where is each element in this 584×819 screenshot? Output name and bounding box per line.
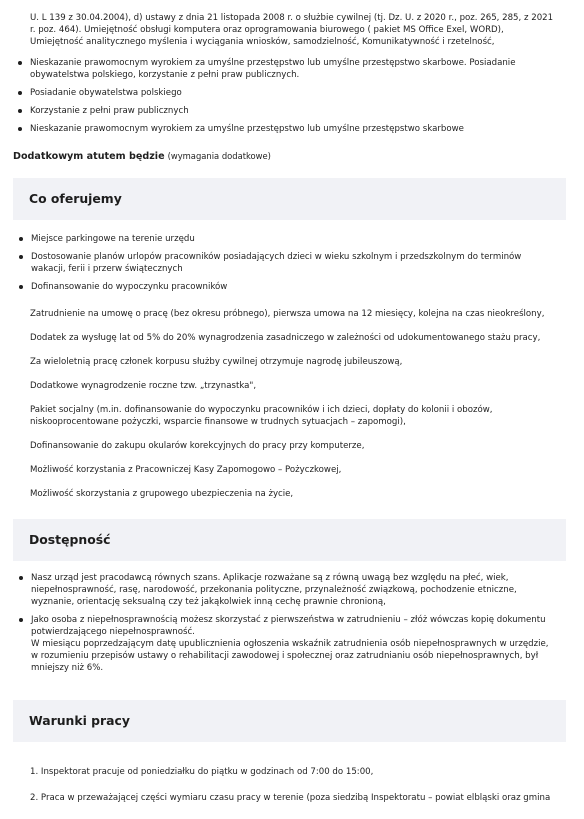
- conditions-list-continued: [30, 792, 570, 804]
- section-title: Co oferujemy: [29, 191, 122, 206]
- availability-section-header: [13, 519, 566, 561]
- list-item: Nieskazanie prawomocnym wyrokiem za umyślne przestępstwo lub umyślne przestępstwo skarbowe: [17, 123, 558, 135]
- offer-paragraph: Zatrudnienie na umowę o pracę (bez okresu próbnego), pierwsza umowa na 12 miesięcy, kolejna na czas nieokreślony,: [30, 309, 545, 319]
- list-item: Dofinansowanie do wypoczynku pracowników: [18, 281, 558, 293]
- list-item: Nasz urząd jest pracodawcą równych szans. Aplikacje rozważane są z równą uwagą bez względu na płeć, wiek, niepełnosprawność, rasę, narodowość, przekonania polityczne, przynależność związkową, pochodzenie etniczne, wyznanie, orientację seksualną czy też jakąkolwiek inną cechę prawnie chronioną,: [18, 572, 558, 608]
- section-title: Warunki pracy: [29, 713, 130, 728]
- offer-list: [18, 233, 558, 299]
- availability-list: [18, 572, 558, 680]
- disability-rate-note: W miesiącu poprzedzającym datę upublicznienia ogłoszenia wskaźnik zatrudnienia osób niepełnosprawnych w urzędzie, w rozumieniu przepisów ustawy o rehabilitacji zawodowej i społecznej oraz zatrudnianiu osób niepełnosprawnych, był mniejszy niż 6%.: [31, 639, 549, 673]
- offer-paragraph: Dodatek za wysługę lat od 5% do 20% wynagrodzenia zasadniczego w zależności od udokumentowanego stażu pracy,: [30, 333, 541, 343]
- offer-paragraph: Możliwość korzystania z Pracowniczej Kasy Zapomogowo – Pożyczkowej,: [30, 465, 342, 475]
- additional-requirements-heading: [13, 150, 271, 163]
- list-item: Posiadanie obywatelstwa polskiego: [17, 87, 558, 99]
- offer-paragraph: Dofinansowanie do zakupu okularów korekcyjnych do pracy przy komputerze,: [30, 441, 365, 451]
- additional-requirements-note: (wymagania dodatkowe): [167, 151, 271, 161]
- offer-paragraph: Możliwość skorzystania z grupowego ubezpieczenia na życie,: [30, 489, 294, 499]
- offer-paragraphs: [30, 308, 558, 512]
- list-item: Korzystanie z pełni praw publicznych: [17, 105, 558, 117]
- conditions-line: 2. Praca w przeważającej części wymiaru czasu pracy w terenie (poza siedzibą Inspektoratu – powiat elbląski oraz gmina: [30, 793, 551, 803]
- offer-paragraph: Pakiet socjalny (m.in. dofinansowanie do wypoczynku pracowników i ich dzieci, dopłaty do kolonii i obozów, niskooprocentowane pożyczki, wsparcie finansowe w trudnych sytuacjach – zapomogi),: [30, 405, 493, 427]
- requirements-list: [17, 57, 558, 141]
- additional-requirements-label: Dodatkowym atutem będzie: [13, 151, 165, 162]
- list-item: Nieskazanie prawomocnym wyrokiem za umyślne przestępstwo lub umyślne przestępstwo skarbowe. Posiadanie obywatelstwa polskiego, korzystanie z pełni praw publicznych.: [17, 57, 558, 81]
- offer-paragraph: Dodatkowe wynagrodzenie roczne tzw. „trzynastka",: [30, 381, 257, 391]
- requirements-paragraph: U. L 139 z 30.04.2004), d) ustawy z dnia 21 listopada 2008 r. o służbie cywilnej (tj. Dz. U. z 2020 r., poz. 265, 285, z 2021 r. poz. 464). Umiejętność obsługi komputera oraz oprogramowania biurowego ( pakiet MS Office Exel, WORD), Umiejętność analitycznego myślenia i wyciągania wniosków, samodzielność, Komunikatywność i rzetelność,: [30, 13, 554, 47]
- conditions-section-header: [13, 700, 566, 742]
- list-item: [18, 614, 558, 674]
- conditions-line: 1. Inspektorat pracuje od poniedziałku do piątku w godzinach od 7:00 do 15:00,: [30, 767, 374, 777]
- list-item: Miejsce parkingowe na terenie urzędu: [18, 233, 558, 245]
- offer-section-header: [13, 178, 566, 220]
- offer-paragraph: Za wieloletnią pracę członek korpusu służby cywilnej otrzymuje nagrodę jubileuszową,: [30, 357, 403, 367]
- section-title: Dostępność: [29, 532, 111, 547]
- list-item: Dostosowanie planów urlopów pracowników posiadających dzieci w wieku szkolnym i przedszkolnym do terminów wakacji, ferii i przerw świątecznych: [18, 251, 558, 275]
- conditions-list: [30, 766, 570, 778]
- list-item-text: Jako osoba z niepełnosprawnością możesz skorzystać z pierwszeństwa w zatrudnieniu – złóż wówczas kopię dokumentu potwierdzającego niepełnosprawność.: [31, 615, 546, 637]
- requirements-block: [30, 12, 558, 134]
